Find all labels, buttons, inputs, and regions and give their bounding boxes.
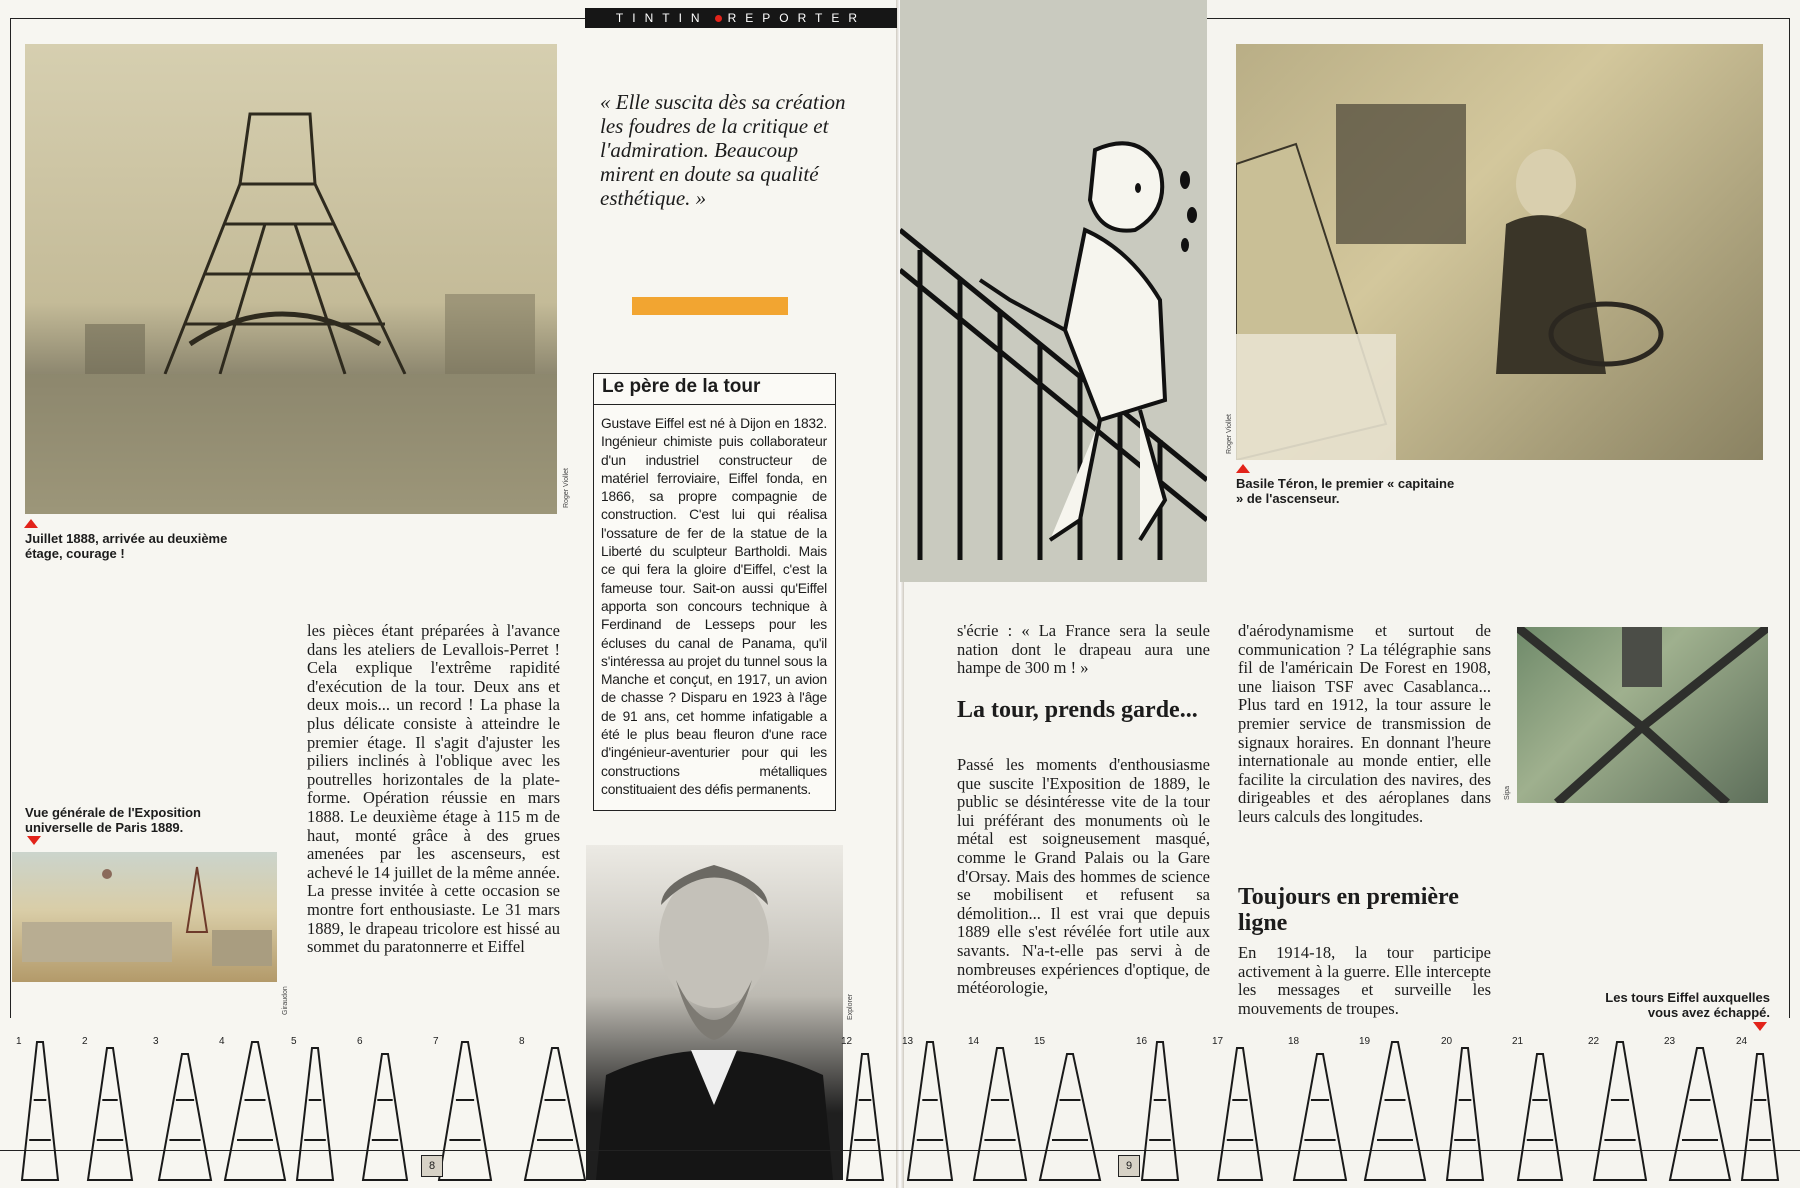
tower-shape [22, 1042, 58, 1180]
header-reporter: REPORTER [727, 11, 867, 25]
elevator-caption-arrow [1236, 464, 1250, 473]
tower-23 [1664, 1036, 1730, 1180]
tower-13 [902, 1036, 952, 1180]
tower-3 [153, 1036, 211, 1180]
tower-number: 16 [1136, 1036, 1148, 1047]
tower-number: 1 [16, 1036, 22, 1047]
tower-15 [1034, 1036, 1100, 1180]
article-column-1: les pièces étant préparées à l'avance dans les ateliers de Levallois-Perret ! Cela explique l'extrême rapidité d'exécution de la tour. Deux ans et deux mois... un record ! La phase la plus délicate consiste à atteindre le premier étage. Il s'agit d'ajuster les piliers inclinés à l'oblique avec les poutrelles horizontales de la plate-forme. Opération réussie en mars 1888. Le deuxième étage à 115 m de haut, monté grâce à des grues amenées par les ascenseurs, est achevé le 14 juillet de la même année. La presse invitée à cette occasion se montre fort enthousiaste. Le 31 mars 1889, le drapeau tricolore est hissé au sommet du paratonnerre et Eiffel [307, 621, 560, 957]
tower-17 [1212, 1036, 1262, 1180]
sidebar-title: Le père de la tour [602, 376, 761, 397]
tower-shape [847, 1054, 883, 1180]
tower-number: 13 [902, 1036, 914, 1047]
header-dot [715, 15, 722, 22]
tower-shape [225, 1042, 285, 1180]
elevator-photo [1236, 44, 1763, 460]
tower-number: 7 [433, 1036, 439, 1047]
aerial-photo [1517, 627, 1768, 803]
tower-shape [525, 1048, 585, 1180]
heading-la-tour: La tour, prends garde... [957, 697, 1198, 723]
exposition-caption-arrow [27, 836, 41, 845]
article-column-3b: En 1914-18, la tour participe activement à la guerre. Elle intercepte les messages et surveille les mouvements de troupes. [1238, 943, 1491, 1018]
tower-shape [1040, 1054, 1100, 1180]
article-column-2-intro: s'écrie : « La France sera la seule nation dont le drapeau aura une hampe de 300 m ! » [957, 621, 1210, 678]
tower-shape [1142, 1042, 1178, 1180]
tower-12 [841, 1036, 883, 1180]
tower-22 [1588, 1036, 1646, 1180]
construction-caption: Juillet 1888, arrivée au deuxième étage, courage ! [25, 531, 228, 561]
left-side-rule [10, 18, 11, 1018]
tower-shape [159, 1054, 211, 1180]
tower-shape [439, 1042, 491, 1180]
tower-number: 4 [219, 1036, 225, 1047]
tower-number: 12 [841, 1036, 853, 1047]
tower-number: 2 [82, 1036, 88, 1047]
orange-bar [632, 297, 788, 315]
tower-number: 22 [1588, 1036, 1600, 1047]
left-top-rule [10, 18, 585, 19]
tower-shape [88, 1048, 132, 1180]
sidebar-text: Gustave Eiffel est né à Dijon en 1832. Ingénieur chimiste puis collaborateur d'un industriel constructeur de matériel ferroviaire, Eiffel fonda, en 1866, sa propre compagnie de construction. C'est lui qui réalisa l'ossature de fer de la statue de la Liberté du sculpteur Bartholdi. Mais ce qui fera la gloire d'Eiffel, c'est la fameuse tour. Sait-on aussi qu'Eiffel apporta son concours technique à Ferdinand de Lesseps pour les écluses du canal de Panama, qu'il s'intéressa au projet du tunnel sous la Manche et conçut, en 1917, un avion de chasse ? Disparu en 1923 à l'âge de 91 ans, cet homme infatigable a été le plus beau fleuron d'une race d'ingénieur-aventurier pour qui les constructions métalliques constituaient des défis permanents. [601, 416, 827, 797]
right-side-rule [1789, 18, 1790, 1018]
tower-number: 3 [153, 1036, 159, 1047]
portrait-credit: Explorer [847, 993, 854, 1020]
sidebar-rule [594, 404, 835, 405]
tower-shape [363, 1054, 407, 1180]
article-column-3: d'aérodynamisme et surtout de communication ? La télégraphie sans fil de l'américain De Forest en 1908, une liaison TSF avec Casablanca... Plus tard en 1912, la tour assure le premier service de transmission de signaux horaires. En donnant l'heure internationale au monde entier, elle facilite la circulation des navires, des dirigeables et des aéroplanes dans leurs calculs des longitudes. [1238, 621, 1491, 826]
tower-shape [1447, 1048, 1483, 1180]
tower-shape [1294, 1054, 1346, 1180]
tower-20 [1441, 1036, 1483, 1180]
tintin-stairs-drawing [900, 0, 1207, 582]
aerial-credit: Sipa [1504, 785, 1511, 800]
tower-shape [908, 1042, 952, 1180]
tower-construction-drawing [25, 44, 557, 514]
page-number-left: 8 [421, 1155, 443, 1177]
tower-1 [16, 1036, 58, 1180]
elevator-caption: Basile Téron, le premier « capitaine » de l'ascenseur. [1236, 476, 1455, 506]
tower-shape [974, 1048, 1026, 1180]
tower-number: 21 [1512, 1036, 1524, 1047]
elevator-operator-drawing [1236, 44, 1763, 460]
tower-19 [1359, 1036, 1425, 1180]
tower-2 [82, 1036, 132, 1180]
tower-number: 15 [1034, 1036, 1046, 1047]
tower-number: 17 [1212, 1036, 1224, 1047]
article-column-2: Passé les moments d'enthousiasme que suscite l'Exposition de 1889, le public se désintéresse vite de la tour lui préférant des monuments où le métal est soigneusement masqué, comme le Grand Palais ou la Gare d'Orsay. Mais des hommes de science se mobilisent et refusent sa démolition... Il est vrai que depuis 1889 elle s'est révélée fort utile aux savants. N'a-t-elle pas servi à de nombreuses expériences d'optique, de météorologie, [957, 755, 1210, 998]
tower-shape [297, 1048, 333, 1180]
tower-24 [1736, 1036, 1778, 1180]
tower-8 [519, 1036, 585, 1180]
tower-6 [357, 1036, 407, 1180]
tower-number: 14 [968, 1036, 980, 1047]
exposition-credit: Giraudon [282, 986, 289, 1015]
heading-toujours: Toujours en première ligne [1238, 884, 1459, 936]
tower-number: 24 [1736, 1036, 1748, 1047]
towers-caption: Les tours Eiffel auxquelles vous avez échappé. [1605, 990, 1770, 1020]
tower-shape [1518, 1054, 1562, 1180]
pull-quote: « Elle suscita dès sa création les foudres de la critique et l'admiration. Beaucoup mirent en doute sa qualité esthétique. » [600, 90, 846, 210]
construction-photo [25, 44, 557, 514]
tower-5 [291, 1036, 333, 1180]
tower-number: 23 [1664, 1036, 1676, 1047]
caption-up-arrow [24, 519, 38, 528]
tintin-illustration [900, 0, 1207, 582]
tower-21 [1512, 1036, 1562, 1180]
sidebar-box [593, 373, 836, 811]
series-header [585, 8, 897, 28]
page-number-right: 9 [1118, 1155, 1140, 1177]
tower-shape [1365, 1042, 1425, 1180]
tower-4 [219, 1036, 285, 1180]
tower-shape [1670, 1048, 1730, 1180]
tower-16 [1136, 1036, 1178, 1180]
exposition-painting [12, 852, 277, 982]
tower-14 [968, 1036, 1026, 1180]
tower-shape [1218, 1048, 1262, 1180]
tower-number: 5 [291, 1036, 297, 1047]
exposition-caption: Vue générale de l'Exposition universelle de Paris 1889. [25, 805, 201, 835]
tower-drawings [0, 1030, 1800, 1185]
header-tintin: TINTIN [615, 11, 709, 25]
tower-shape [1742, 1054, 1778, 1180]
tower-number: 6 [357, 1036, 363, 1047]
right-top-rule [1205, 18, 1790, 19]
tower-18 [1288, 1036, 1346, 1180]
exposition-drawing [12, 852, 277, 982]
elevator-credit: Roger Viollet [1226, 414, 1233, 454]
tower-shape [1594, 1042, 1646, 1180]
tower-number: 8 [519, 1036, 525, 1047]
aerial-drawing [1517, 627, 1768, 803]
tower-number: 18 [1288, 1036, 1300, 1047]
construction-credit: Roger Viollet [563, 468, 570, 508]
tower-strip [0, 1030, 1800, 1185]
tower-number: 19 [1359, 1036, 1371, 1047]
tower-number: 20 [1441, 1036, 1453, 1047]
